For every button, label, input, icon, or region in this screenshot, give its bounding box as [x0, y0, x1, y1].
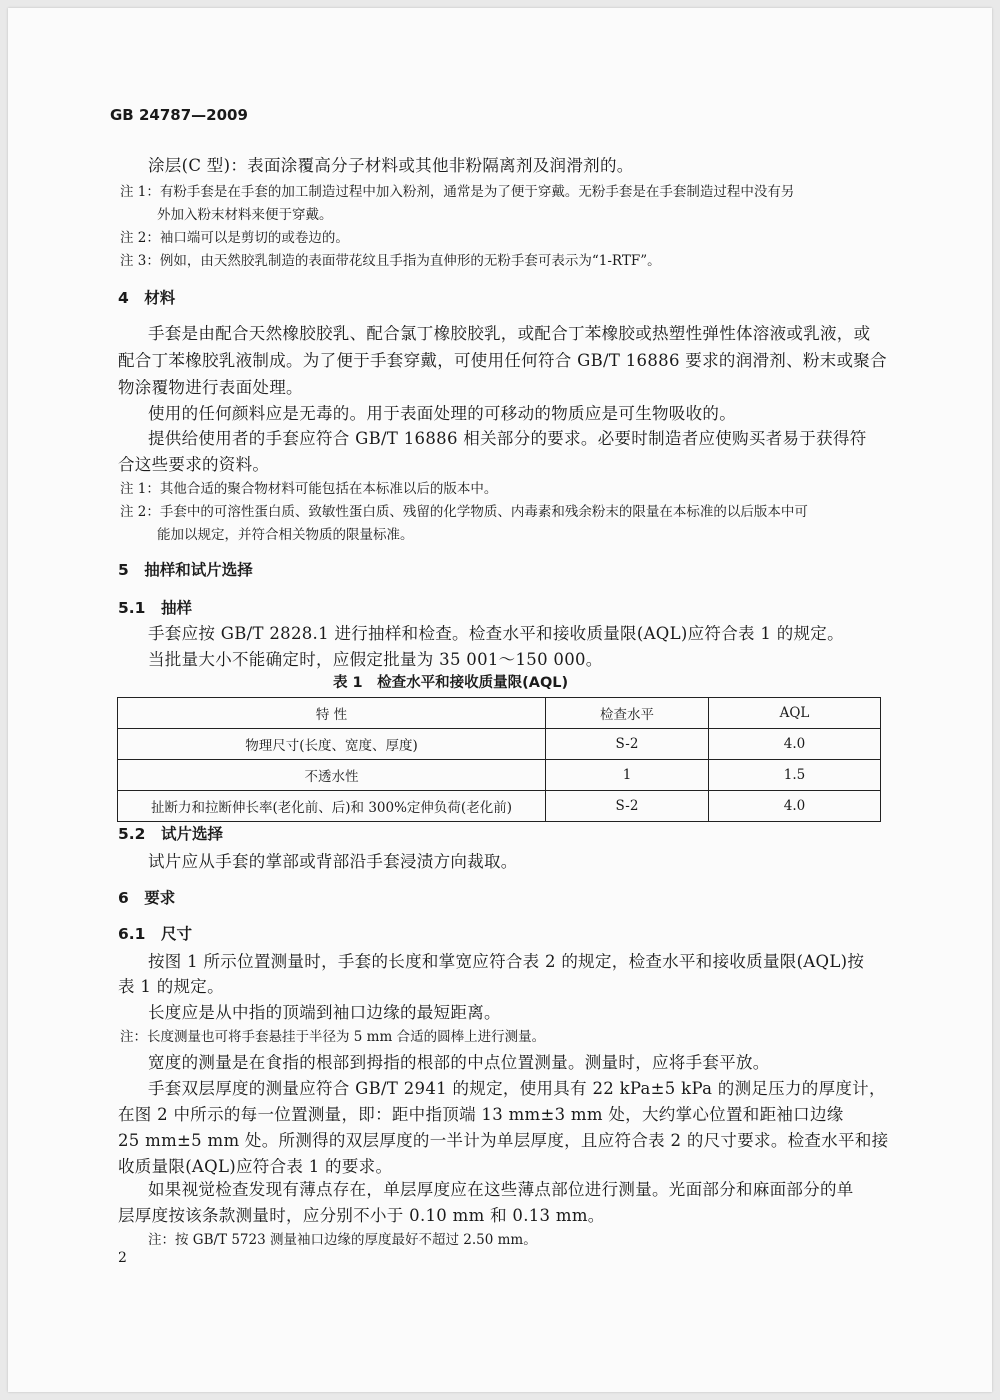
paragraph-line: 涂层(C 型)：表面涂覆高分子材料或其他非粉隔离剂及润滑剂的。 — [148, 156, 634, 175]
paragraph-line: 收质量限(AQL)应符合表 1 的要求。 — [118, 1157, 393, 1176]
note-line: 注 2：袖口端可以是剪切的或卷边的。 — [120, 230, 349, 246]
paragraph-line: 使用的任何颜料应是无毒的。用于表面处理的可移动的物质应是可生物吸收的。 — [148, 404, 736, 423]
note-line: 注 1：有粉手套是在手套的加工制造过程中加入粉剂，通常是为了便于穿戴。无粉手套是在手套制造过程中没有另 — [120, 184, 795, 200]
paragraph-line: 提供给使用者的手套应符合 GB/T 16886 相关部分的要求。必要时制造者应使购买者易于获得符 — [148, 429, 867, 448]
paragraph-line: 表 1 的规定。 — [118, 977, 224, 996]
table-cell: 4.0 — [709, 791, 881, 822]
table-header: AQL — [709, 698, 881, 729]
paragraph-line: 宽度的测量是在食指的根部到拇指的根部的中点位置测量。测量时，应将手套平放。 — [148, 1053, 770, 1072]
note-line: 注 2：手套中的可溶性蛋白质、致敏性蛋白质、残留的化学物质、内毒素和残余粉末的限量在本标准的以后版本中可 — [120, 504, 808, 520]
paragraph-line: 如果视觉检查发现有薄点存在，单层厚度应在这些薄点部位进行测量。光面部分和麻面部分的单 — [148, 1180, 854, 1199]
paragraph-line: 在图 2 中所示的每一位置测量，即：距中指顶端 13 mm±3 mm 处，大约掌心位置和距袖口边缘 — [118, 1105, 844, 1124]
section-heading: 5 抽样和试片选择 — [118, 561, 253, 579]
table-cell: 1 — [546, 760, 709, 791]
note-line: 能加以规定，并符合相关物质的限量标准。 — [157, 527, 414, 543]
table-row — [118, 729, 881, 760]
paragraph-line: 层厚度按该条款测量时，应分别不小于 0.10 mm 和 0.13 mm。 — [118, 1206, 605, 1225]
table-caption: 表 1 检查水平和接收质量限(AQL) — [333, 675, 569, 691]
table-header: 特 性 — [118, 698, 546, 729]
note-line: 外加入粉末材料来便于穿戴。 — [157, 207, 333, 223]
section-heading: 6 要求 — [118, 889, 176, 907]
paragraph-line: 物涂覆物进行表面处理。 — [118, 378, 303, 397]
table-cell: S-2 — [546, 729, 709, 760]
subsection-heading: 5.2 试片选择 — [118, 825, 223, 843]
standard-header: GB 24787—2009 — [110, 106, 248, 124]
paragraph-line: 配合丁苯橡胶乳液制成。为了便于手套穿戴，可使用任何符合 GB/T 16886 要求的润滑剂、粉末或聚合 — [118, 351, 887, 370]
paragraph-line: 试片应从手套的掌部或背部沿手套浸渍方向裁取。 — [148, 852, 518, 871]
table-cell: S-2 — [546, 791, 709, 822]
page-number: 2 — [118, 1250, 127, 1266]
paragraph-line: 按图 1 所示位置测量时，手套的长度和掌宽应符合表 2 的规定，检查水平和接收质量限(AQL)按 — [148, 952, 865, 971]
paragraph-line: 长度应是从中指的顶端到袖口边缘的最短距离。 — [148, 1003, 501, 1022]
note-line: 注 1：其他合适的聚合物材料可能包括在本标准以后的版本中。 — [120, 481, 498, 497]
note-line: 注：按 GB/T 5723 测量袖口边缘的厚度最好不超过 2.50 mm。 — [148, 1232, 537, 1248]
aql-table — [117, 697, 881, 822]
table-cell: 1.5 — [709, 760, 881, 791]
table-cell: 扯断力和拉断伸长率(老化前、后)和 300%定伸负荷(老化前) — [118, 791, 546, 822]
table-cell: 物理尺寸(长度、宽度、厚度) — [118, 729, 546, 760]
paragraph-line: 25 mm±5 mm 处。所测得的双层厚度的一半计为单层厚度，且应符合表 2 的尺寸要求。检查水平和接 — [118, 1131, 889, 1150]
table-row — [118, 760, 881, 791]
note-line: 注：长度测量也可将手套悬挂于半径为 5 mm 合适的圆棒上进行测量。 — [120, 1029, 546, 1045]
section-heading: 4 材料 — [118, 289, 176, 307]
table-row — [118, 791, 881, 822]
paragraph-line: 手套应按 GB/T 2828.1 进行抽样和检查。检查水平和接收质量限(AQL)应符合表 1 的规定。 — [148, 624, 844, 643]
subsection-heading: 6.1 尺寸 — [118, 925, 192, 943]
paragraph-line: 手套双层厚度的测量应符合 GB/T 2941 的规定，使用具有 22 kPa±5 kPa 的测足压力的厚度计， — [148, 1079, 886, 1098]
table-header: 检查水平 — [546, 698, 709, 729]
table-header-row — [118, 698, 881, 729]
paragraph-line: 手套是由配合天然橡胶胶乳、配合氯丁橡胶胶乳，或配合丁苯橡胶或热塑性弹性体溶液或乳液，或 — [148, 324, 871, 343]
table-cell: 不透水性 — [118, 760, 546, 791]
subsection-heading: 5.1 抽样 — [118, 599, 192, 617]
table-cell: 4.0 — [709, 729, 881, 760]
paragraph-line: 合这些要求的资料。 — [118, 455, 270, 474]
note-line: 注 3：例如，由天然胶乳制造的表面带花纹且手指为直伸形的无粉手套可表示为“1-RTF”。 — [120, 253, 661, 269]
paragraph-line: 当批量大小不能确定时，应假定批量为 35 001～150 000。 — [148, 650, 603, 669]
